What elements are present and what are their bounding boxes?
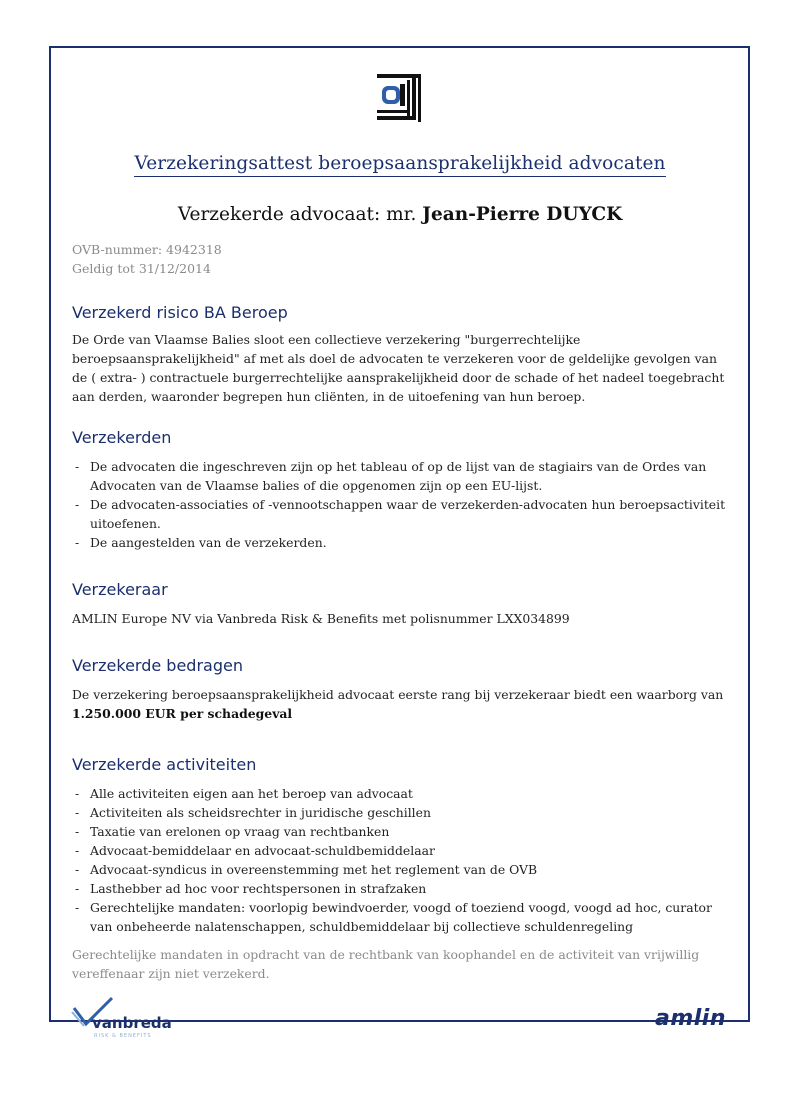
insurer-heading: Verzekeraar [72, 580, 168, 599]
insured-lawyer [0, 204, 800, 225]
amlin-logo: amlin [655, 1006, 727, 1031]
activities-list [72, 784, 732, 936]
meta-info [72, 240, 222, 278]
ovb-number: OVB-nummer: 4942318 [72, 242, 222, 257]
list-item: - De aangestelden van de verzekerden. [72, 533, 732, 552]
amounts-description: De verzekering beroepsaansprakelijkheid advocaat eerste rang bij verzekeraar biedt een waarborg van [72, 687, 724, 702]
list-item: - Gerechtelijke mandaten: voorlopig bewindvoerder, voogd of toeziend voogd, voogd ad hoc, curator van onbeheerde nalatenschappen, schuldbemiddelaar bij collectieve schuldenregeling [72, 898, 732, 936]
exclusion-note: Gerechtelijke mandaten in opdracht van de rechtbank van koophandel en de activiteit van vrijwillig vereffenaar zijn niet verzekerd. [72, 947, 700, 981]
insurer-text: AMLIN Europe NV via Vanbreda Risk & Benefits met polisnummer LXX034899 [72, 611, 570, 626]
insured-prefix: Verzekerde advocaat: mr. [177, 204, 417, 225]
ovb-logo-icon [374, 72, 424, 124]
list-item: - Taxatie van erelonen op vraag van rechtbanken [72, 822, 732, 841]
risk-heading: Verzekerd risico BA Beroep [72, 303, 288, 322]
list-item: - Lasthebber ad hoc voor rechtspersonen in strafzaken [72, 879, 732, 898]
list-item: - De advocaten die ingeschreven zijn op het tableau of op de lijst van de stagiairs van de Ordes van Advocaten van de Vlaamse balies of die opgenomen zijn op een EU-lijst. [72, 457, 732, 495]
vanbreda-wordmark: vanbreda [92, 1014, 172, 1032]
list-item: - De advocaten-associaties of -vennootschappen waar de verzekerden-advocaten hun beroepsactiviteit uitoefenen. [72, 495, 732, 533]
list-item: - Alle activiteiten eigen aan het beroep van advocaat [72, 784, 732, 803]
document-title: Verzekeringsattest beroepsaansprakelijkheid advocaten [0, 153, 800, 174]
vanbreda-tagline: RISK & BENEFITS [94, 1033, 152, 1038]
amounts-text [72, 685, 732, 723]
insureds-list [72, 457, 732, 552]
list-item: - Activiteiten als scheidsrechter in juridische geschillen [72, 803, 732, 822]
activities-heading: Verzekerde activiteiten [72, 755, 257, 774]
insureds-heading: Verzekerden [72, 428, 172, 447]
amounts-heading: Verzekerde bedragen [72, 656, 243, 675]
valid-until: Geldig tot 31/12/2014 [72, 261, 211, 276]
vanbreda-logo-icon [70, 994, 180, 1038]
amounts-value: 1.250.000 EUR per schadegeval [72, 706, 293, 721]
insured-name: Jean-Pierre DUYCK [422, 204, 623, 225]
risk-text: De Orde van Vlaamse Balies sloot een collectieve verzekering "burgerrechtelijke beroepsaansprakelijkheid" af met als doel de advocaten te verzekeren voor de geldelijke gevolgen van de ( extra- ) contractuele burgerrechtelijke aansprakelijkheid door de schade of het nadeel toegebracht aan derden, waaronder begrepen hun cliënten, in de uitoefening van hun beroep. [72, 332, 725, 404]
list-item: - Advocaat-bemiddelaar en advocaat-schuldbemiddelaar [72, 841, 732, 860]
list-item: - Advocaat-syndicus in overeenstemming met het reglement van de OVB [72, 860, 732, 879]
